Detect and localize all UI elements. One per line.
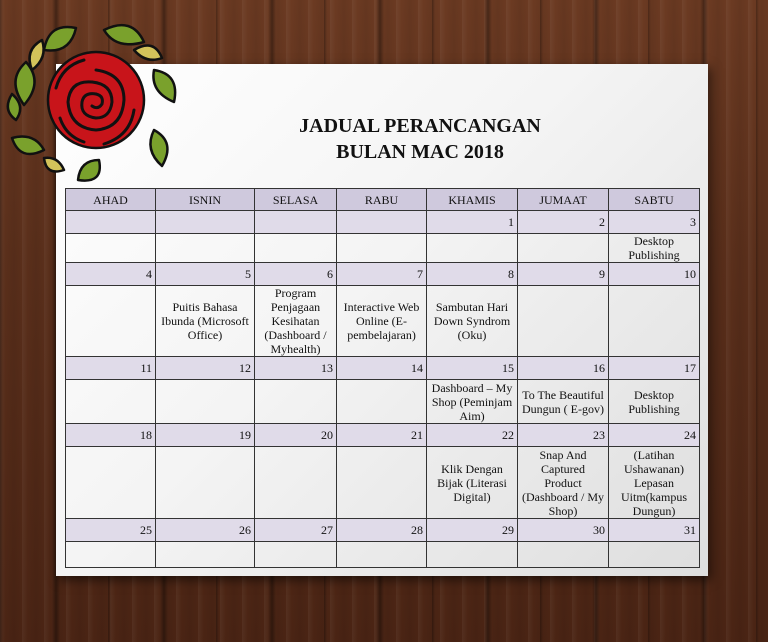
event-cell <box>255 234 337 263</box>
date-cell: 27 <box>255 519 337 542</box>
date-cell: 25 <box>66 519 156 542</box>
date-row <box>66 424 700 447</box>
date-cell: 11 <box>66 357 156 380</box>
date-cell: 28 <box>337 519 427 542</box>
event-cell <box>156 447 255 519</box>
event-cell <box>337 380 427 424</box>
event-cell: Klik Dengan Bijak (Literasi Digital) <box>427 447 518 519</box>
event-cell <box>66 542 156 568</box>
date-cell <box>337 211 427 234</box>
day-header: RABU <box>337 189 427 211</box>
date-cell: 4 <box>66 263 156 286</box>
date-cell: 30 <box>518 519 609 542</box>
date-row <box>66 211 700 234</box>
event-cell: Interactive Web Online (E-pembelajaran) <box>337 286 427 357</box>
event-cell: Program Penjagaan Kesihatan (Dashboard / Myhealth) <box>255 286 337 357</box>
date-cell: 21 <box>337 424 427 447</box>
date-cell: 12 <box>156 357 255 380</box>
event-row <box>66 447 700 519</box>
date-cell: 31 <box>609 519 700 542</box>
date-cell: 22 <box>427 424 518 447</box>
day-header: AHAD <box>66 189 156 211</box>
date-cell: 23 <box>518 424 609 447</box>
event-cell <box>337 234 427 263</box>
event-cell <box>255 542 337 568</box>
date-cell: 14 <box>337 357 427 380</box>
event-cell <box>518 542 609 568</box>
event-cell <box>66 234 156 263</box>
date-cell: 8 <box>427 263 518 286</box>
event-cell <box>609 542 700 568</box>
date-cell <box>255 211 337 234</box>
date-cell <box>66 211 156 234</box>
event-cell: To The Beautiful Dungun ( E-gov) <box>518 380 609 424</box>
event-row <box>66 380 700 424</box>
event-cell <box>66 447 156 519</box>
date-cell: 6 <box>255 263 337 286</box>
date-cell: 13 <box>255 357 337 380</box>
rose-illustration <box>4 10 182 184</box>
event-cell <box>66 380 156 424</box>
event-cell <box>518 234 609 263</box>
date-cell: 2 <box>518 211 609 234</box>
date-cell: 29 <box>427 519 518 542</box>
event-cell: Puitis Bahasa Ibunda (Microsoft Office) <box>156 286 255 357</box>
event-cell <box>255 447 337 519</box>
day-header: ISNIN <box>156 189 255 211</box>
date-cell: 3 <box>609 211 700 234</box>
event-cell: Dashboard – My Shop (Peminjam Aim) <box>427 380 518 424</box>
date-cell: 16 <box>518 357 609 380</box>
calendar-table <box>65 188 700 568</box>
date-cell: 5 <box>156 263 255 286</box>
date-cell: 20 <box>255 424 337 447</box>
date-cell: 7 <box>337 263 427 286</box>
event-cell: Snap And Captured Product (Dashboard / My Shop) <box>518 447 609 519</box>
date-cell: 18 <box>66 424 156 447</box>
date-cell: 24 <box>609 424 700 447</box>
day-header: KHAMIS <box>427 189 518 211</box>
event-cell: Desktop Publishing <box>609 234 700 263</box>
event-cell <box>156 234 255 263</box>
weekday-header-row <box>66 189 700 211</box>
date-cell: 19 <box>156 424 255 447</box>
event-cell <box>518 286 609 357</box>
date-cell: 17 <box>609 357 700 380</box>
event-cell <box>427 542 518 568</box>
event-cell <box>427 234 518 263</box>
date-cell: 9 <box>518 263 609 286</box>
page-title-line2: BULAN MAC 2018 <box>336 141 504 163</box>
event-row <box>66 234 700 263</box>
event-cell: (Latihan Ushawanan) Lepasan Uitm(kampus Dungun) <box>609 447 700 519</box>
event-cell <box>337 447 427 519</box>
event-cell: Desktop Publishing <box>609 380 700 424</box>
event-cell: Sambutan Hari Down Syndrom (Oku) <box>427 286 518 357</box>
event-cell <box>609 286 700 357</box>
date-row <box>66 263 700 286</box>
date-cell: 10 <box>609 263 700 286</box>
event-row <box>66 286 700 357</box>
day-header: SABTU <box>609 189 700 211</box>
date-cell <box>156 211 255 234</box>
date-cell: 15 <box>427 357 518 380</box>
page-title-line1: JADUAL PERANCANGAN <box>299 115 541 137</box>
date-cell: 1 <box>427 211 518 234</box>
event-row <box>66 542 700 568</box>
event-cell <box>156 380 255 424</box>
event-cell <box>156 542 255 568</box>
event-cell <box>255 380 337 424</box>
date-cell: 26 <box>156 519 255 542</box>
day-header: JUMAAT <box>518 189 609 211</box>
event-cell <box>66 286 156 357</box>
event-cell <box>337 542 427 568</box>
date-row <box>66 519 700 542</box>
day-header: SELASA <box>255 189 337 211</box>
date-row <box>66 357 700 380</box>
